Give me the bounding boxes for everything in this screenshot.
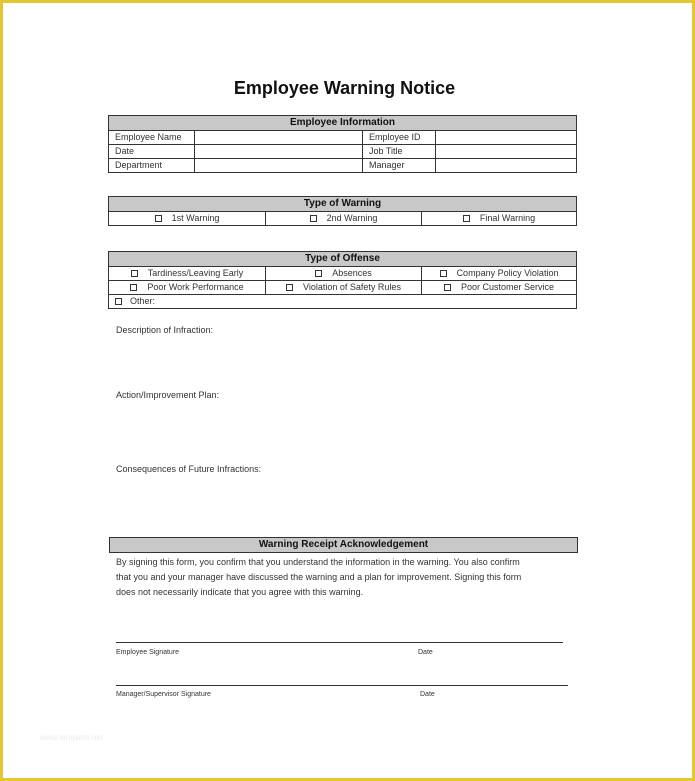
offense-label: Company Policy Violation bbox=[456, 268, 559, 278]
offense-type-header: Type of Offense bbox=[109, 252, 577, 267]
employee-name-label: Employee Name bbox=[109, 131, 195, 145]
checkbox-icon[interactable] bbox=[463, 215, 470, 222]
offense-type-table bbox=[108, 251, 577, 309]
warning-option-label: Final Warning bbox=[479, 213, 536, 223]
warning-option-second[interactable] bbox=[266, 212, 422, 226]
employee-name-field[interactable] bbox=[195, 131, 363, 145]
warning-option-final[interactable] bbox=[422, 212, 577, 226]
job-title-field[interactable] bbox=[436, 145, 577, 159]
employee-signature-label: Employee Signature bbox=[116, 649, 180, 656]
manager-signature-label: Manager/Supervisor Signature bbox=[116, 691, 211, 698]
date-field[interactable] bbox=[195, 145, 363, 159]
warning-option-label: 1st Warning bbox=[171, 213, 220, 223]
manager-signature-line[interactable] bbox=[116, 685, 568, 686]
acknowledgement-line: By signing this form, you confirm that you understand the information in the warning. You also confirm bbox=[116, 557, 520, 567]
employee-signature-line[interactable] bbox=[116, 642, 563, 643]
acknowledgement-header: Warning Receipt Acknowledgement bbox=[109, 537, 578, 553]
warning-option-label: 2nd Warning bbox=[326, 213, 378, 223]
offense-label: Poor Work Performance bbox=[147, 282, 244, 292]
checkbox-icon[interactable] bbox=[131, 270, 138, 277]
department-field[interactable] bbox=[195, 159, 363, 173]
offense-other[interactable] bbox=[109, 295, 577, 309]
date-label: Date bbox=[109, 145, 195, 159]
offense-label: Absences bbox=[332, 268, 372, 278]
checkbox-icon[interactable] bbox=[440, 270, 447, 277]
action-plan-label: Action/Improvement Plan: bbox=[116, 390, 220, 400]
employee-id-field[interactable] bbox=[436, 131, 577, 145]
manager-date-label: Date bbox=[420, 691, 435, 698]
employee-date-label: Date bbox=[418, 649, 433, 656]
checkbox-icon[interactable] bbox=[310, 215, 317, 222]
acknowledgement-text bbox=[116, 555, 576, 600]
offense-poor-service[interactable] bbox=[422, 281, 577, 295]
acknowledgement-line: does not necessarily indicate that you agree with this warning. bbox=[116, 587, 364, 597]
department-label: Department bbox=[109, 159, 195, 173]
checkbox-icon[interactable] bbox=[155, 215, 162, 222]
offense-label: Tardiness/Leaving Early bbox=[147, 268, 244, 278]
employee-info-header: Employee Information bbox=[109, 116, 577, 131]
offense-policy-violation[interactable] bbox=[422, 267, 577, 281]
consequences-label: Consequences of Future Infractions: bbox=[116, 464, 262, 474]
offense-tardiness[interactable] bbox=[109, 267, 266, 281]
job-title-label: Job Title bbox=[363, 145, 436, 159]
checkbox-icon[interactable] bbox=[444, 284, 451, 291]
warning-type-table bbox=[108, 196, 577, 226]
acknowledgement-line: that you and your manager have discussed the warning and a plan for improvement. Signing this form bbox=[116, 572, 522, 582]
manager-field[interactable] bbox=[436, 159, 577, 173]
employee-info-table bbox=[108, 115, 577, 173]
employee-id-label: Employee ID bbox=[363, 131, 436, 145]
checkbox-icon[interactable] bbox=[130, 284, 137, 291]
offense-absences[interactable] bbox=[266, 267, 422, 281]
checkbox-icon[interactable] bbox=[286, 284, 293, 291]
warning-option-first[interactable] bbox=[109, 212, 266, 226]
description-label: Description of Infraction: bbox=[116, 325, 214, 335]
offense-other-label: Other: bbox=[130, 296, 156, 306]
offense-poor-performance[interactable] bbox=[109, 281, 266, 295]
checkbox-icon[interactable] bbox=[115, 298, 122, 305]
checkbox-icon[interactable] bbox=[315, 270, 322, 277]
watermark: www.template.net bbox=[40, 733, 104, 742]
offense-label: Poor Customer Service bbox=[460, 282, 555, 292]
manager-label: Manager bbox=[363, 159, 436, 173]
offense-label: Violation of Safety Rules bbox=[303, 282, 401, 292]
warning-type-header: Type of Warning bbox=[109, 197, 577, 212]
offense-safety-violation[interactable] bbox=[266, 281, 422, 295]
page-title: Employee Warning Notice bbox=[233, 78, 456, 98]
